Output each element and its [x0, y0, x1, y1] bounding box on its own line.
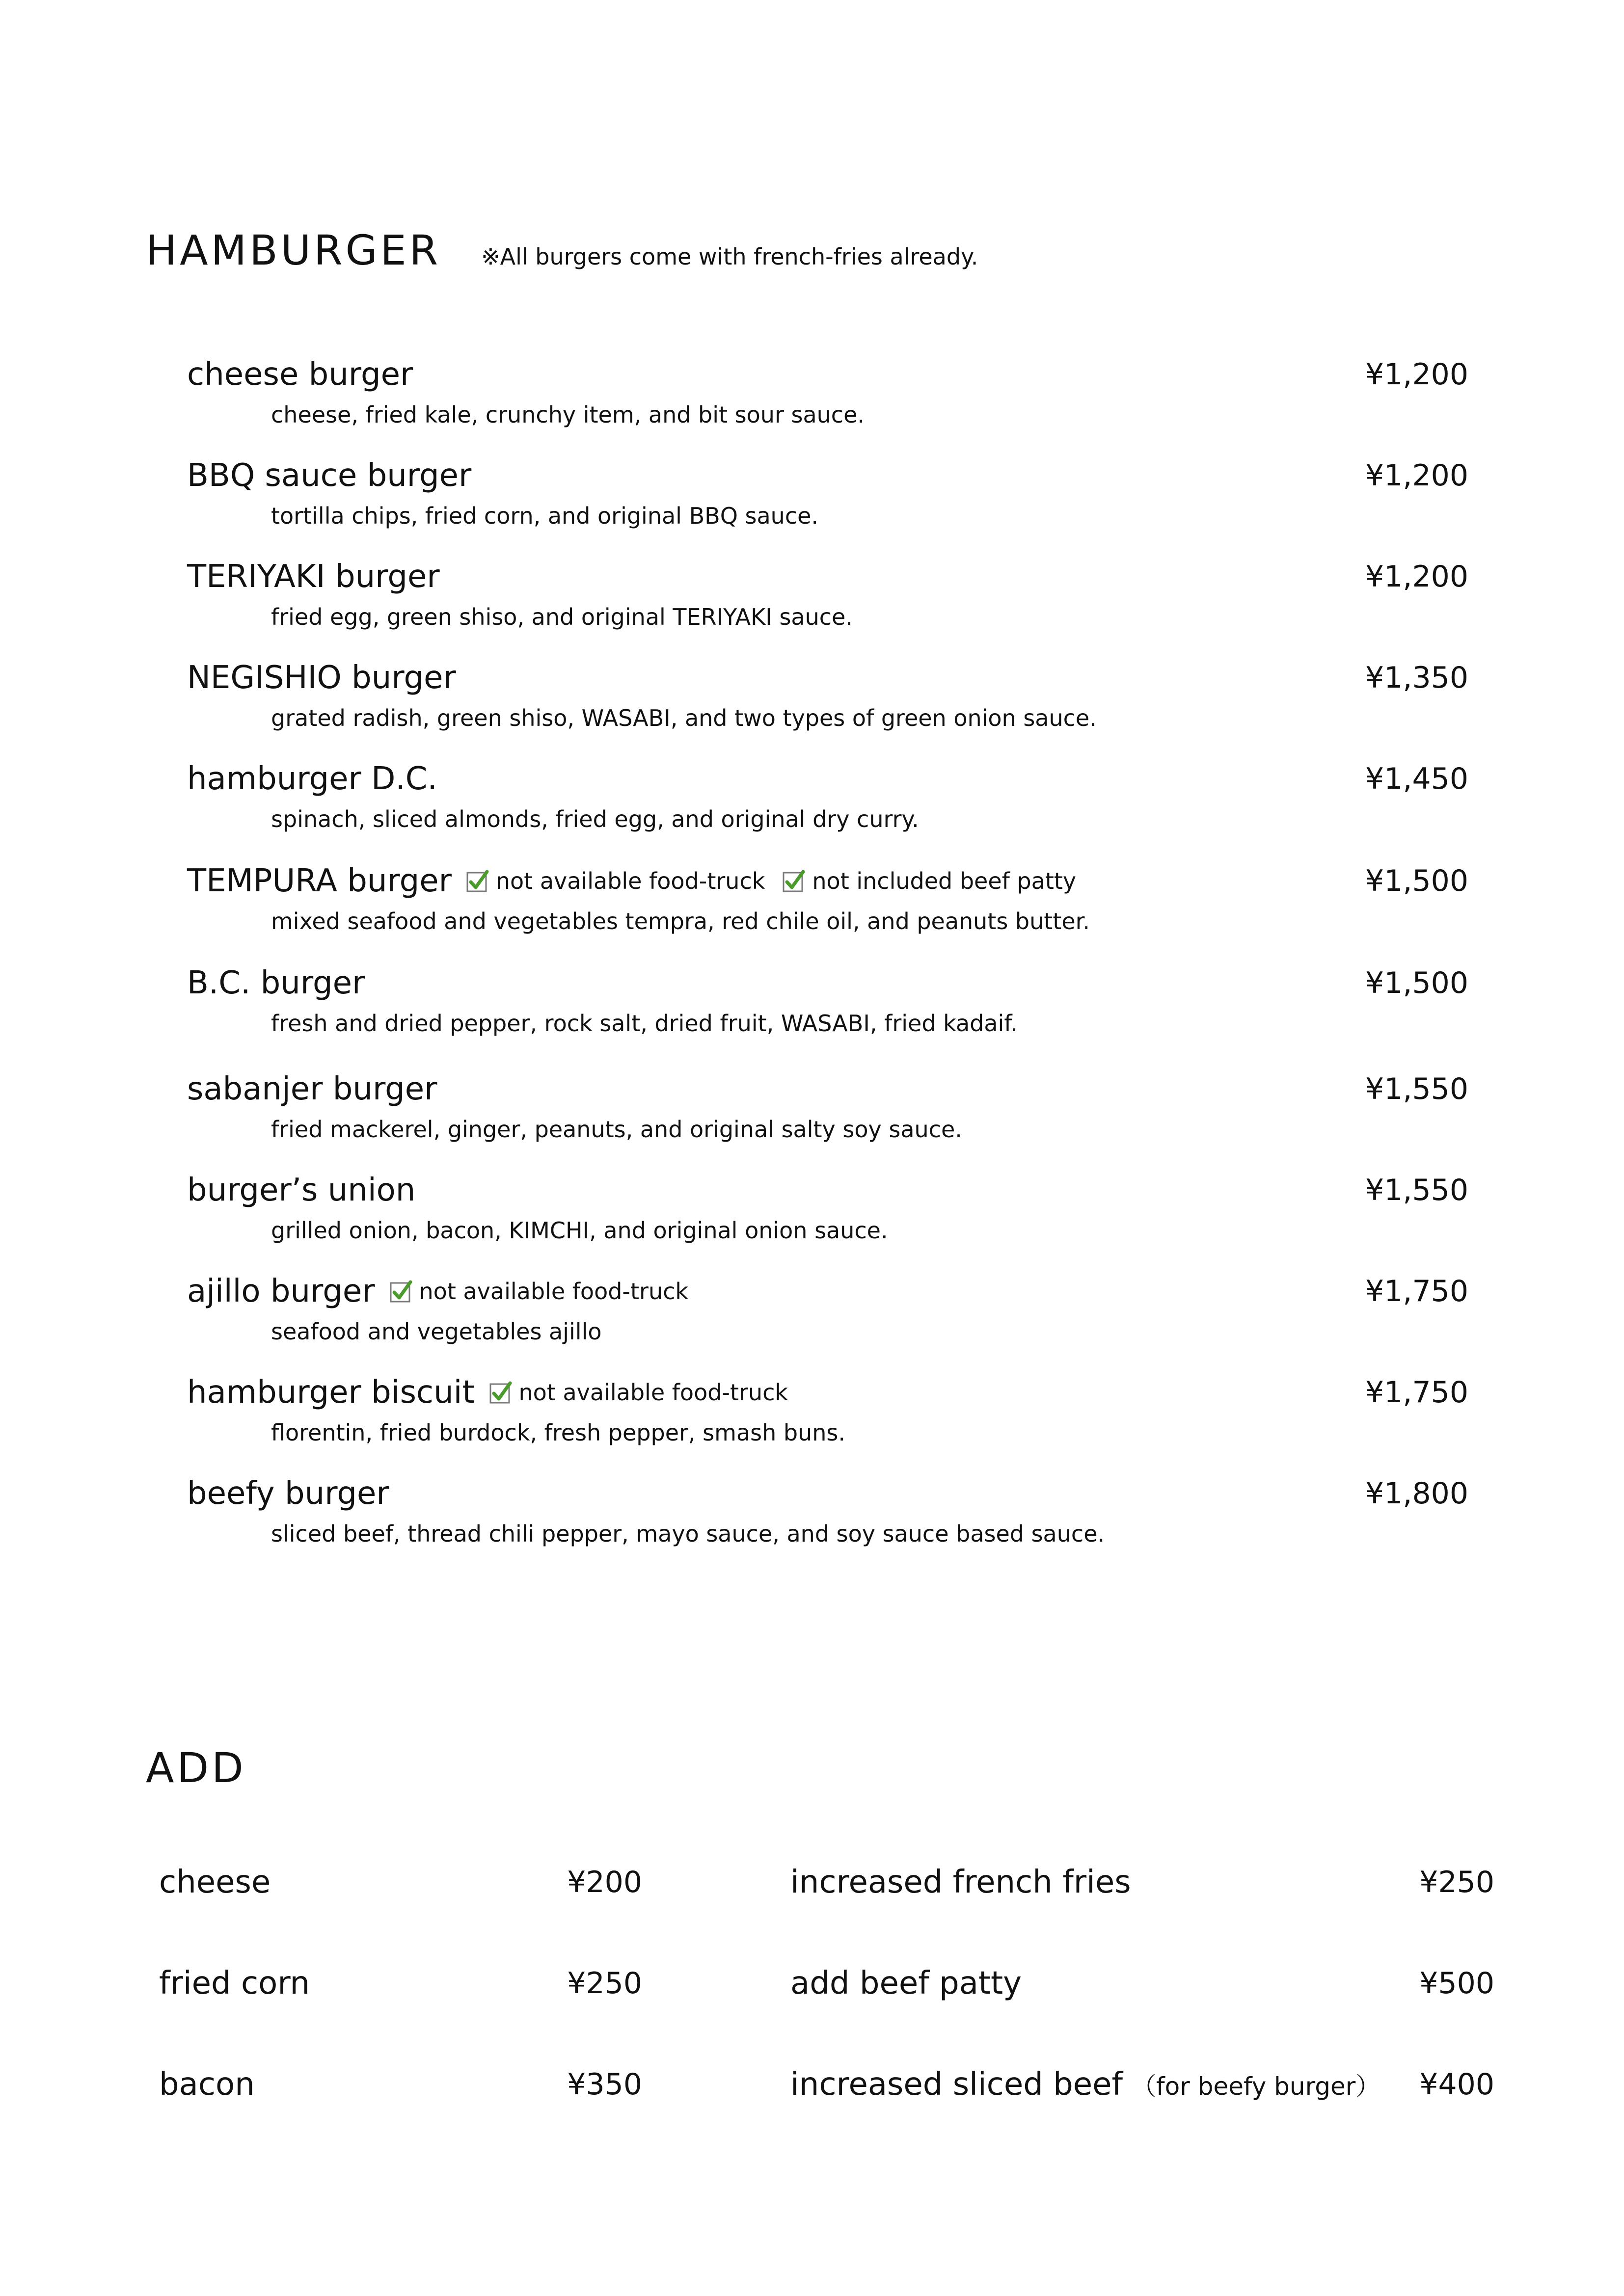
menu-item-description: sliced beef, thread chili pepper, mayo sauce, and soy sauce based sauce. [271, 1521, 1105, 1547]
menu-item [187, 555, 1468, 643]
hamburger-section-header [146, 226, 978, 274]
add-item-name: fried corn [159, 1965, 310, 2002]
add-item-name: add beef patty [790, 1965, 1022, 2002]
add-item [159, 1860, 642, 1904]
add-item-price: ¥200 [567, 1865, 642, 1899]
menu-item [187, 352, 1468, 441]
menu-item-name-row [187, 555, 440, 599]
add-item-price: ¥250 [567, 1966, 642, 2001]
menu-item-name: ajillo burger [187, 1273, 375, 1309]
add-item-name: bacon [159, 2066, 255, 2103]
menu-item-name: TEMPURA burger [187, 863, 452, 899]
add-item [790, 1961, 1494, 2005]
menu-item-description: mixed seafood and vegetables tempra, red chile oil, and peanuts butter. [271, 908, 1090, 934]
add-item-price: ¥500 [1419, 1966, 1494, 2001]
checkbox-checked-icon [389, 1279, 413, 1304]
menu-item-badge [465, 869, 765, 893]
menu-item-description: tortilla chips, fried corn, and original BBQ sauce. [271, 503, 819, 529]
menu-item-name-row [187, 1168, 415, 1212]
menu-item-price: ¥1,450 [1365, 762, 1468, 796]
menu-item-name: NEGISHIO burger [187, 660, 456, 696]
add-item-name: cheese [159, 1864, 271, 1900]
menu-item-badge [389, 1279, 689, 1304]
menu-item-name: TERIYAKI burger [187, 559, 440, 595]
menu-item [187, 1067, 1468, 1155]
menu-item-name-row [187, 352, 413, 397]
menu-item-price: ¥1,750 [1365, 1375, 1468, 1410]
menu-item-price: ¥1,200 [1365, 357, 1468, 392]
menu-item-name: beefy burger [187, 1475, 389, 1512]
menu-item-badge-text: not available food-truck [419, 1278, 689, 1305]
menu-item-price: ¥1,500 [1365, 966, 1468, 1000]
add-item-price: ¥400 [1419, 2067, 1494, 2102]
menu-item-badge-text: not available food-truck [518, 1379, 788, 1406]
menu-item [187, 1269, 1468, 1358]
menu-item-name: BBQ sauce burger [187, 457, 472, 494]
checkbox-checked-icon [488, 1380, 513, 1405]
menu-item [187, 1471, 1468, 1560]
menu-item-description: florentin, fried burdock, fresh pepper, smash buns. [271, 1419, 845, 1446]
checkbox-checked-icon [465, 869, 490, 893]
menu-item-name-row [187, 1269, 688, 1313]
add-item [790, 2062, 1494, 2107]
checkbox-checked-icon [782, 869, 806, 893]
menu-item-name-row [187, 1471, 389, 1516]
menu-item-price: ¥1,200 [1365, 458, 1468, 493]
menu-item-price: ¥1,550 [1365, 1173, 1468, 1207]
add-item [159, 1961, 642, 2005]
menu-item-price: ¥1,750 [1365, 1274, 1468, 1308]
add-item-price: ¥250 [1419, 1865, 1494, 1899]
menu-item [187, 961, 1468, 1049]
add-item-name: increased sliced beef [790, 2066, 1123, 2103]
menu-item [187, 1168, 1468, 1256]
menu-item-description: seafood and vegetables ajillo [271, 1318, 602, 1345]
menu-item-description: cheese, fried kale, crunchy item, and bit sour sauce. [271, 401, 865, 428]
menu-item-name: burger’s union [187, 1172, 416, 1208]
menu-item-badge [488, 1380, 788, 1405]
menu-item-description: spinach, sliced almonds, fried egg, and original dry curry. [271, 806, 919, 832]
add-section-header [146, 1744, 246, 1792]
menu-item-description: fresh and dried pepper, rock salt, dried fruit, WASABI, fried kadaif. [271, 1010, 1018, 1037]
hamburger-section-title: HAMBURGER [146, 226, 441, 274]
menu-item-name: B.C. burger [187, 965, 365, 1001]
menu-item-name-row [187, 1370, 788, 1415]
menu-item-name-row [187, 757, 437, 801]
add-item-name: increased french fries [790, 1864, 1131, 1900]
add-item [790, 1860, 1494, 1904]
menu-item-name: sabanjer burger [187, 1071, 437, 1107]
menu-item-name-row [187, 656, 456, 700]
hamburger-section-note: ※All burgers come with french-fries already. [481, 243, 978, 270]
menu-item [187, 1370, 1468, 1459]
menu-item-price: ¥1,350 [1365, 661, 1468, 695]
menu-item-name: hamburger D.C. [187, 761, 437, 797]
menu-item-name-row [187, 961, 365, 1005]
menu-item-description: fried mackerel, ginger, peanuts, and original salty soy sauce. [271, 1116, 962, 1143]
menu-item-badge [782, 869, 1076, 893]
menu-item-price: ¥1,500 [1365, 864, 1468, 898]
menu-item-name: cheese burger [187, 356, 413, 393]
menu-item-price: ¥1,200 [1365, 560, 1468, 594]
menu-item [187, 454, 1468, 542]
add-item-price: ¥350 [567, 2067, 642, 2102]
add-item-note: （for beefy burger） [1132, 2072, 1380, 2101]
menu-item-name-row [187, 859, 1076, 903]
add-section-title: ADD [146, 1744, 246, 1792]
menu-item-badge-text: not included beef patty [812, 868, 1077, 894]
menu-item-name: hamburger biscuit [187, 1374, 475, 1411]
menu-item [187, 859, 1468, 947]
menu-item-badge-text: not available food-truck [495, 868, 765, 894]
menu-item [187, 656, 1468, 744]
menu-item-name-row [187, 1067, 437, 1111]
menu-item-price: ¥1,800 [1365, 1476, 1468, 1511]
menu-item-description: grated radish, green shiso, WASABI, and two types of green onion sauce. [271, 705, 1097, 731]
menu-item [187, 757, 1468, 845]
menu-item-name-row [187, 454, 471, 498]
menu-item-price: ¥1,550 [1365, 1072, 1468, 1106]
menu-item-description: grilled onion, bacon, KIMCHI, and original onion sauce. [271, 1217, 888, 1244]
menu-item-description: fried egg, green shiso, and original TERIYAKI sauce. [271, 604, 853, 630]
add-item [159, 2062, 642, 2107]
